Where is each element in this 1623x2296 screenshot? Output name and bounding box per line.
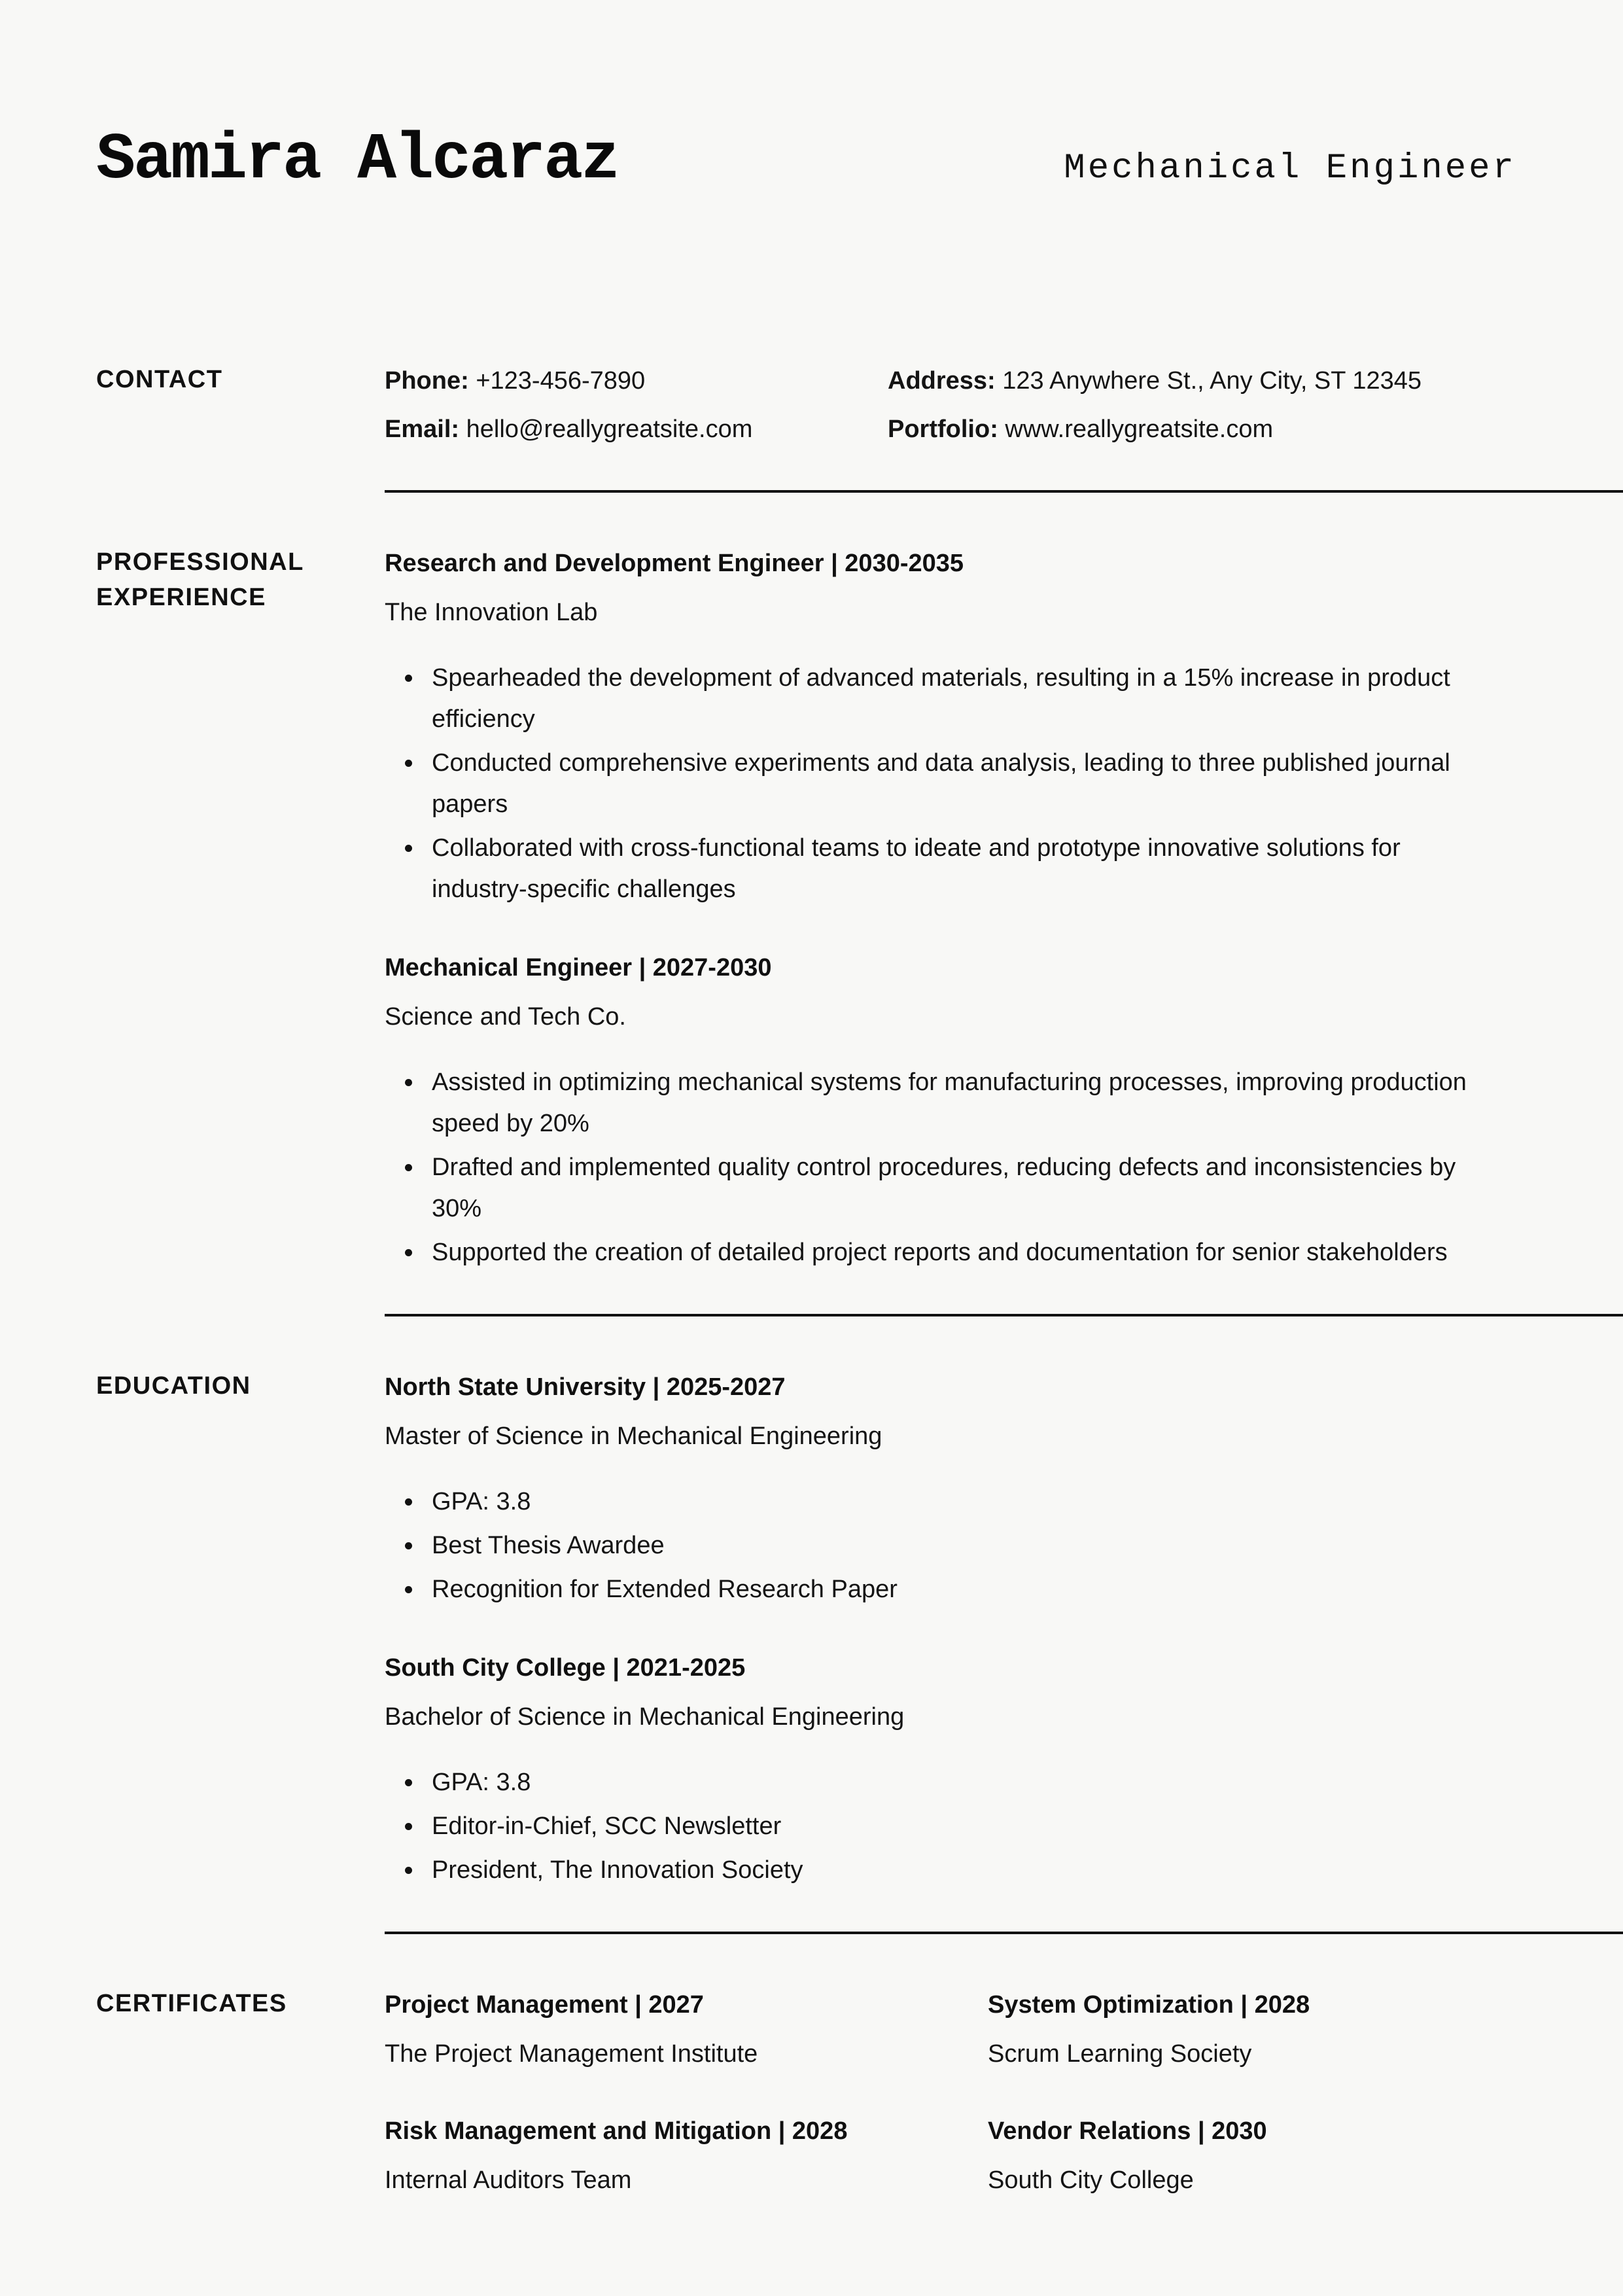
- bullet-item: Collaborated with cross-functional teams to ideate and prototype innovative solutions for industry-specific challenges: [432, 828, 1472, 910]
- contact-email-value: hello@reallygreatsite.com: [466, 415, 753, 443]
- certificates-section-label: CERTIFICATES: [96, 1989, 287, 2017]
- certificate-item: [385, 1985, 988, 2074]
- job-title: Mechanical Engineer | 2027-2030: [385, 954, 772, 982]
- contact-item-address: [888, 361, 1584, 402]
- contact-email-label: Email:: [385, 415, 460, 443]
- certificate-item: [988, 1985, 1584, 2074]
- job-company: The Innovation Lab: [385, 598, 598, 626]
- experience-section-label: PROFESSIONAL EXPERIENCE: [96, 548, 304, 612]
- certificate-org: Internal Auditors Team: [385, 2166, 632, 2195]
- contact-phone-label: Phone:: [385, 367, 469, 395]
- masthead: [96, 126, 1623, 196]
- bullet-item: Conducted comprehensive experiments and data analysis, leading to three published journal papers: [432, 743, 1472, 825]
- section-education: [96, 1368, 1623, 1891]
- education-section-label: EDUCATION: [96, 1372, 251, 1400]
- section-contact: [96, 361, 1623, 450]
- job-company: Science and Tech Co.: [385, 1002, 626, 1031]
- school-entry: [385, 1648, 1623, 1891]
- school-degree: Bachelor of Science in Mechanical Engineering: [385, 1703, 905, 1731]
- contact-address-label: Address:: [888, 367, 996, 395]
- school-entry: [385, 1368, 1623, 1610]
- certificate-item: [988, 2111, 1584, 2200]
- bullet-item: GPA: 3.8: [432, 1481, 1472, 1523]
- contact-portfolio-value: www.reallygreatsite.com: [1005, 415, 1274, 443]
- person-name: Samira Alcaraz: [96, 124, 619, 198]
- education-entries: [385, 1368, 1623, 1891]
- person-title: Mechanical Engineer: [1064, 149, 1516, 188]
- school-title: South City College | 2021-2025: [385, 1653, 746, 1682]
- certificate-item: [385, 2111, 988, 2200]
- contact-item-portfolio: [888, 410, 1584, 450]
- section-certificates: [96, 1985, 1623, 2200]
- contact-item-phone: [385, 361, 888, 402]
- bullet-item: GPA: 3.8: [432, 1762, 1472, 1803]
- certificate-org: South City College: [988, 2166, 1194, 2195]
- job-bullets: [385, 1062, 1472, 1273]
- contact-item-email: [385, 410, 888, 450]
- bullet-item: Spearheaded the development of advanced materials, resulting in a 15% increase in product efficiency: [432, 658, 1472, 740]
- bullet-item: Best Thesis Awardee: [432, 1525, 1472, 1566]
- section-experience: [96, 544, 1623, 1273]
- bullet-item: Drafted and implemented quality control procedures, reducing defects and inconsistencies by 30%: [432, 1147, 1472, 1229]
- divider-after-experience: [385, 1314, 1623, 1316]
- certificate-title: Risk Management and Mitigation | 2028: [385, 2117, 848, 2146]
- experience-entries: [385, 544, 1623, 1273]
- certificate-title: Project Management | 2027: [385, 1990, 704, 2019]
- contact-portfolio-label: Portfolio:: [888, 415, 998, 443]
- school-bullets: [385, 1481, 1472, 1610]
- school-bullets: [385, 1762, 1472, 1891]
- bullet-item: Assisted in optimizing mechanical systems for manufacturing processes, improving production speed by 20%: [432, 1062, 1472, 1144]
- contact-section-label: CONTACT: [96, 366, 223, 393]
- bullet-item: Editor-in-Chief, SCC Newsletter: [432, 1806, 1472, 1847]
- divider-after-contact: [385, 490, 1623, 493]
- job-bullets: [385, 658, 1472, 910]
- certificate-title: Vendor Relations | 2030: [988, 2117, 1267, 2146]
- divider-after-education: [385, 1932, 1623, 1934]
- school-title: North State University | 2025-2027: [385, 1373, 786, 1402]
- contact-address-value: 123 Anywhere St., Any City, ST 12345: [1002, 367, 1422, 395]
- certificates-grid: [385, 1985, 1623, 2200]
- job-entry: [385, 948, 1623, 1273]
- certificate-org: Scrum Learning Society: [988, 2040, 1252, 2068]
- certificate-title: System Optimization | 2028: [988, 1990, 1310, 2019]
- bullet-item: President, The Innovation Society: [432, 1850, 1472, 1891]
- bullet-item: Supported the creation of detailed project reports and documentation for senior stakeholders: [432, 1232, 1472, 1273]
- job-entry: [385, 544, 1623, 910]
- school-degree: Master of Science in Mechanical Engineering: [385, 1422, 882, 1450]
- contact-phone-value: +123-456-7890: [476, 367, 646, 395]
- certificate-org: The Project Management Institute: [385, 2040, 758, 2068]
- bullet-item: Recognition for Extended Research Paper: [432, 1569, 1472, 1610]
- contact-grid: [385, 361, 1623, 450]
- job-title: Research and Development Engineer | 2030-2035: [385, 550, 964, 578]
